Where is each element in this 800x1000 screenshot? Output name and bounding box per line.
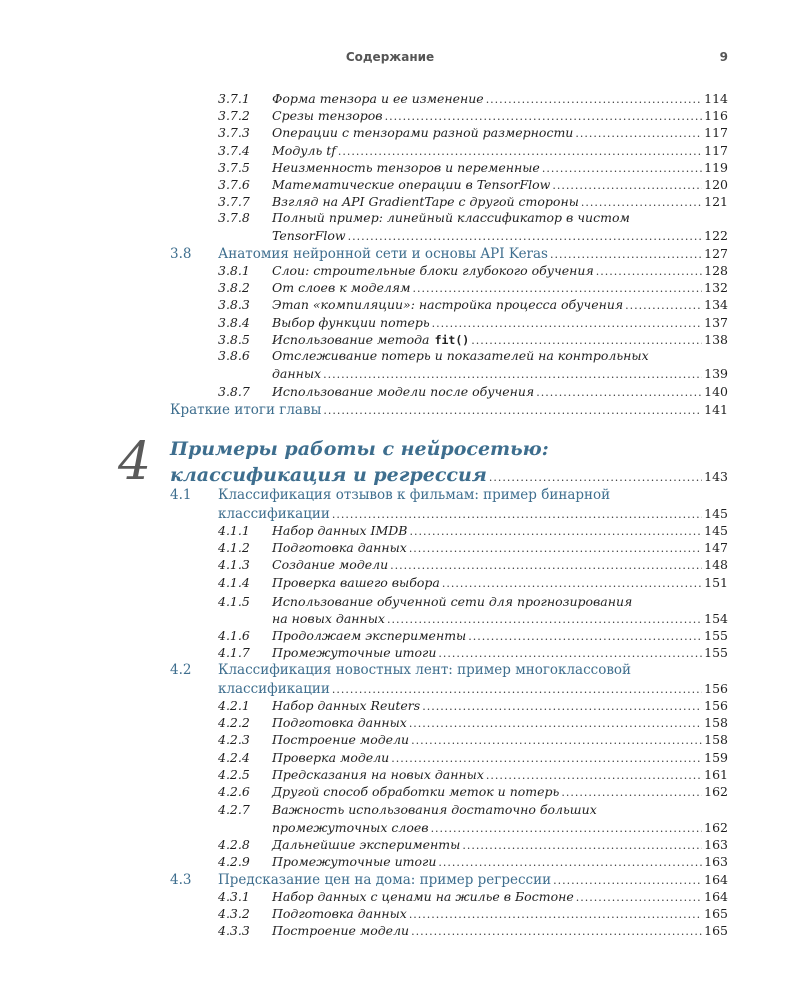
entry-number: 4.1.2 [218, 540, 250, 556]
toc-entry-3-7-3[interactable] [218, 124, 728, 141]
entry-title: Набор данных IMDB [272, 523, 408, 538]
toc-entry-3-8-6-cont[interactable]: данных ..... 139 [272, 365, 728, 382]
entry-title: Другой способ обработки меток и потерь [272, 784, 560, 799]
toc-entry-4-1-4[interactable] [218, 574, 728, 591]
page-number: 9 [719, 50, 728, 64]
leader-dots [438, 854, 702, 871]
toc-entry-3-8-1[interactable] [218, 262, 728, 279]
toc-entry-4-2-6[interactable] [218, 783, 728, 800]
toc-entry-3-7-1[interactable] [218, 90, 728, 107]
toc-entry-4-1-7[interactable] [218, 644, 728, 661]
entry-number: 3.7.7 [218, 194, 250, 210]
toc-entry-4-3-1[interactable] [218, 888, 728, 905]
entry-page: 120 [704, 177, 728, 192]
leader-dots [411, 923, 702, 940]
entry-page: 117 [704, 125, 728, 141]
toc-entry-4-2-9[interactable] [218, 853, 728, 870]
entry-title: От слоев к моделям [272, 280, 411, 296]
entry-page: 158 [704, 715, 728, 731]
leader-dots [385, 108, 703, 125]
toc-entry-3-8-5[interactable]: 3.8.5 Использование метода fit() ..... 138 [218, 330, 728, 347]
entry-title: Взгляд на API GradientTape с другой стороны [272, 194, 579, 210]
entry-number: 3.7.2 [218, 108, 250, 124]
leader-dots [432, 315, 702, 332]
toc-entry-4-2-7[interactable]: 4.2.7 Важность использования достаточно больших [218, 802, 597, 817]
entry-title: Модуль tf [272, 142, 336, 158]
toc-entry-4-3-3[interactable] [218, 922, 728, 939]
entry-page: 145 [704, 523, 728, 538]
entry-title: Неизменность тензоров и переменные [272, 159, 540, 175]
entry-page: 128 [704, 263, 728, 278]
entry-number: 4.1.1 [218, 523, 250, 538]
toc-entry-4-1-3[interactable] [218, 556, 728, 573]
leader-dots [409, 523, 702, 540]
entry-number: 4.2.3 [218, 732, 250, 748]
entry-page: 165 [704, 906, 728, 922]
toc-entry-3-7-2[interactable] [218, 107, 728, 124]
toc-entry-4-1-5-cont[interactable]: на новых данных ..... 154 [272, 610, 728, 627]
entry-number: 3.7.5 [218, 159, 250, 175]
entry-number: 4.1.6 [218, 628, 250, 643]
leader-dots [552, 177, 702, 194]
entry-title: Промежуточные итоги [272, 854, 437, 870]
toc-entry-3-7-6[interactable] [218, 176, 728, 193]
toc-entry-3-7-8[interactable]: 3.7.8 Полный пример: линейный классификатор в чистом [218, 210, 630, 225]
leader-dots [412, 280, 702, 297]
leader-dots [596, 263, 702, 280]
toc-section-3-8[interactable]: 3.8 Анатомия нейронной сети и основы API Keras ..... 127 [170, 245, 728, 262]
leader-dots [625, 297, 702, 314]
entry-title: Дальнейшие эксперименты [272, 837, 461, 852]
entry-number: 3.7.6 [218, 177, 250, 192]
toc-entry-4-3-2[interactable] [218, 905, 728, 922]
leader-dots [409, 540, 702, 557]
entry-page: 134 [704, 297, 728, 313]
entry-page: 163 [704, 837, 728, 852]
entry-number: 3.7.4 [218, 142, 250, 158]
entry-page: 156 [704, 698, 728, 713]
entry-page: 137 [704, 314, 728, 330]
entry-page: 162 [704, 784, 728, 799]
entry-page: 165 [704, 923, 728, 939]
entry-page: 158 [704, 732, 728, 748]
entry-page: 121 [704, 194, 728, 210]
leader-dots [409, 715, 702, 732]
toc-entry-4-2-3[interactable] [218, 731, 728, 748]
entry-page: 116 [704, 108, 728, 124]
toc-entry-3-7-5[interactable] [218, 159, 728, 176]
toc-entry-3-8-2[interactable] [218, 279, 728, 296]
chapter-title-line2[interactable]: классификация и регрессия ..... 143 [170, 464, 728, 486]
entry-number: 4.2.2 [218, 715, 250, 731]
entry-page: 161 [704, 766, 728, 782]
leader-dots [576, 889, 702, 906]
leader-dots [486, 767, 702, 784]
toc-section-4-1[interactable]: 4.1 Классификация отзывов к фильмам: пример бинарной [170, 487, 611, 503]
entry-number: 4.2.4 [218, 749, 250, 765]
toc-chapter-summary[interactable]: Краткие итоги главы ..... 141 [170, 401, 728, 418]
entry-page: 114 [704, 91, 728, 106]
entry-title: Предсказания на новых данных [272, 766, 484, 782]
header-title: Содержание [345, 50, 435, 64]
toc-section-4-1-cont[interactable]: классификации ..... 145 [218, 505, 728, 522]
entry-number: 4.2.6 [218, 784, 250, 799]
entry-title: Этап «компиляции»: настройка процесса обучения [272, 297, 624, 313]
toc-entry-4-2-1[interactable] [218, 697, 728, 714]
entry-title: Проверка модели [272, 749, 390, 765]
entry-number: 4.3.1 [218, 889, 250, 904]
leader-dots [462, 837, 702, 854]
entry-page: 163 [704, 854, 728, 870]
entry-title: Промежуточные итоги [272, 645, 437, 661]
chapter-title-line1: Примеры работы с нейросетью: [170, 438, 549, 460]
entry-number: 4.2.1 [218, 698, 250, 713]
running-header [0, 50, 800, 68]
toc-entry-3-7-4[interactable] [218, 142, 728, 159]
entry-number: 3.7.1 [218, 91, 250, 106]
entry-page: 159 [704, 749, 728, 765]
leader-dots [542, 160, 702, 177]
toc-entry-4-1-2[interactable] [218, 539, 728, 556]
entry-title: Математические операции в TensorFlow [272, 177, 551, 192]
entry-number: 4.1.4 [218, 574, 250, 590]
entry-title: Построение модели [272, 923, 410, 939]
entry-title: Операции с тензорами разной размерности [272, 125, 574, 141]
entry-number: 4.1.3 [218, 557, 250, 573]
entry-number: 4.2.8 [218, 837, 250, 852]
toc-entry-3-7-8-cont[interactable]: TensorFlow ..... 122 [272, 227, 728, 244]
entry-title: Срезы тензоров [272, 108, 383, 124]
entry-page: 119 [704, 159, 728, 175]
entry-title: Подготовка данных [272, 715, 407, 731]
entry-number: 3.8.4 [218, 314, 250, 330]
toc-entry-3-8-7[interactable]: 3.8.7 Использование модели после обучения ..... 140 [218, 383, 728, 400]
chapter-number: 4 [118, 432, 152, 492]
toc-entry-4-2-8[interactable] [218, 836, 728, 853]
entry-number: 3.8.2 [218, 280, 250, 296]
entry-number: 3.8.3 [218, 297, 250, 313]
entry-number: 4.3.3 [218, 923, 250, 939]
toc-entry-4-1-6[interactable] [218, 627, 728, 644]
leader-dots [581, 194, 702, 211]
toc-entry-3-8-4[interactable] [218, 314, 728, 331]
toc-entry-4-1-5[interactable]: 4.1.5 Использование обученной сети для прогнозирования [218, 594, 633, 609]
leader-dots [422, 698, 702, 715]
entry-title: Создание модели [272, 557, 389, 573]
entry-page: 132 [704, 280, 728, 296]
entry-page: 117 [704, 142, 728, 158]
toc-entry-3-8-3[interactable] [218, 296, 728, 313]
entry-number: 4.3.2 [218, 906, 250, 922]
entry-number: 3.7.3 [218, 125, 250, 141]
entry-number: 4.2.9 [218, 854, 250, 870]
entry-page: 148 [704, 557, 728, 573]
entry-page: 147 [704, 540, 728, 556]
entry-title: Проверка вашего выбора [272, 574, 440, 590]
leader-dots [338, 143, 702, 160]
entry-page: 164 [704, 889, 728, 904]
entry-title: Продолжаем эксперименты [272, 628, 467, 643]
leader-dots [442, 575, 702, 592]
entry-title: Подготовка данных [272, 906, 407, 922]
entry-title: Подготовка данных [272, 540, 407, 556]
entry-page: 155 [704, 628, 728, 643]
entry-title: Выбор функции потерь [272, 314, 430, 330]
toc-entry-4-2-5[interactable] [218, 766, 728, 783]
entry-title: Слои: строительные блоки глубокого обучения [272, 263, 594, 278]
toc-entry-4-2-7-cont[interactable]: промежуточных слоев ..... 162 [272, 819, 728, 836]
toc-entry-3-7-7[interactable] [218, 193, 728, 210]
entry-title: Форма тензора и ее изменение [272, 91, 484, 106]
leader-dots [468, 628, 702, 645]
leader-dots [486, 91, 702, 108]
leader-dots [438, 645, 702, 662]
leader-dots [575, 125, 702, 142]
toc-entry-4-1-1[interactable] [218, 522, 728, 539]
entry-number: 3.8.1 [218, 263, 250, 278]
entry-title: Набор данных Reuters [272, 698, 421, 713]
toc-section-4-2[interactable]: 4.2 Классификация новостных лент: пример многоклассовой [170, 662, 632, 678]
entry-number: 4.2.5 [218, 766, 250, 782]
entry-title: Построение модели [272, 732, 410, 748]
entry-number: 4.1.7 [218, 645, 250, 661]
leader-dots [391, 750, 702, 767]
toc-section-4-2-cont[interactable]: классификации ..... 156 [218, 680, 728, 697]
entry-page: 155 [704, 645, 728, 661]
toc-section-4-3[interactable]: 4.3 Предсказание цен на дома: пример регрессии ..... 164 [170, 871, 728, 888]
entry-title: Набор данных с ценами на жилье в Бостоне [272, 889, 574, 904]
toc-entry-4-2-4[interactable] [218, 749, 728, 766]
entry-page: 151 [704, 574, 728, 590]
leader-dots [411, 732, 702, 749]
leader-dots [561, 784, 702, 801]
toc-entry-4-2-2[interactable] [218, 714, 728, 731]
leader-dots [390, 557, 702, 574]
toc-entry-3-8-6[interactable]: 3.8.6 Отслеживание потерь и показателей на контрольных [218, 348, 649, 363]
leader-dots [409, 906, 702, 923]
